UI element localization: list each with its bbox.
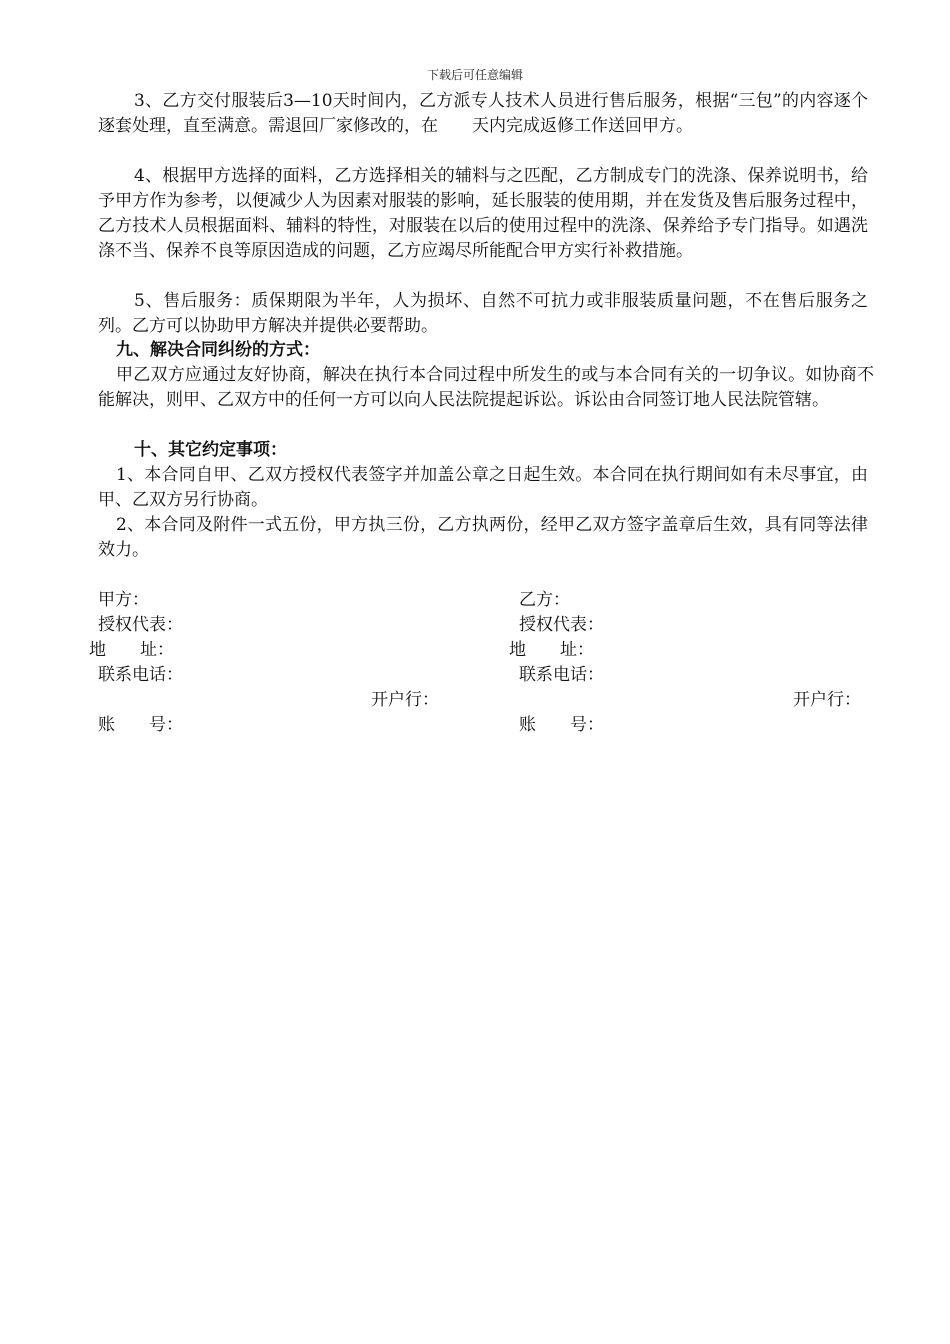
party-b-label: 乙方： — [519, 590, 570, 610]
party-b-phone-label: 联系电话： — [519, 665, 604, 685]
party-a-address-label: 地 址： — [89, 640, 174, 660]
section-10-heading: 十、其它约定事项： — [134, 440, 287, 460]
section-10-item-1: 1、本合同自甲、乙双方授权代表签字并加盖公章之日起生效。本合同在执行期间如有未尽事宜，由甲、乙双方另行协商。 — [98, 465, 868, 510]
party-a-account-label: 账 号： — [98, 715, 183, 735]
section-9-heading: 九、解决合同纠纷的方式： — [116, 340, 320, 360]
section-10-item-2: 2、本合同及附件一式五份，甲方执三份，乙方执两份，经甲乙双方签字盖章后生效，具有同等法律效力。 — [98, 515, 868, 560]
party-a-bank-label: 开户行： — [371, 690, 439, 710]
party-a-label: 甲方： — [98, 590, 149, 610]
clause-4: 4、根据甲方选择的面料，乙方选择相关的辅料与之匹配，乙方制成专门的洗涤、保养说明书，给予甲方作为参考，以便减少人为因素对服装的影响，延长服装的使用期，并在发货及售后服务过程中，乙方技术人员根据面料、辅料的特性，对服装在以后的使用过程中的洗涤、保养给予专门指导。如遇洗涤不当、保养不良等原因造成的问题，乙方应竭尽所能配合甲方实行补救措施。 — [98, 166, 868, 261]
section-9-text: 甲乙双方应通过友好协商，解决在执行本合同过程中所发生的或与本合同有关的一切争议。如协商不能解决，则甲、乙双方中的任何一方可以向人民法院提起诉讼。诉讼由合同签订地人民法院管辖。 — [98, 365, 874, 410]
clause-5: 5、售后服务：质保期限为半年，人为损坏、自然不可抗力或非服装质量问题，不在售后服务之列。乙方可以协助甲方解决并提供必要帮助。 — [98, 291, 868, 336]
party-b-rep-label: 授权代表： — [519, 615, 604, 635]
page-header: 下载后可任意编辑 — [426, 68, 523, 82]
party-b-bank-label: 开户行： — [793, 690, 861, 710]
party-a-rep-label: 授权代表： — [98, 615, 183, 635]
party-a-phone-label: 联系电话： — [98, 665, 183, 685]
clause-3: 3、乙方交付服装后3—10天时间内，乙方派专人技术人员进行售后服务，根据“三包”的内容逐个逐套处理，直至满意。需退回厂家修改的，在 天内完成返修工作送回甲方。 — [98, 91, 868, 136]
party-b-account-label: 账 号： — [519, 715, 604, 735]
party-b-address-label: 地 址： — [509, 640, 594, 660]
